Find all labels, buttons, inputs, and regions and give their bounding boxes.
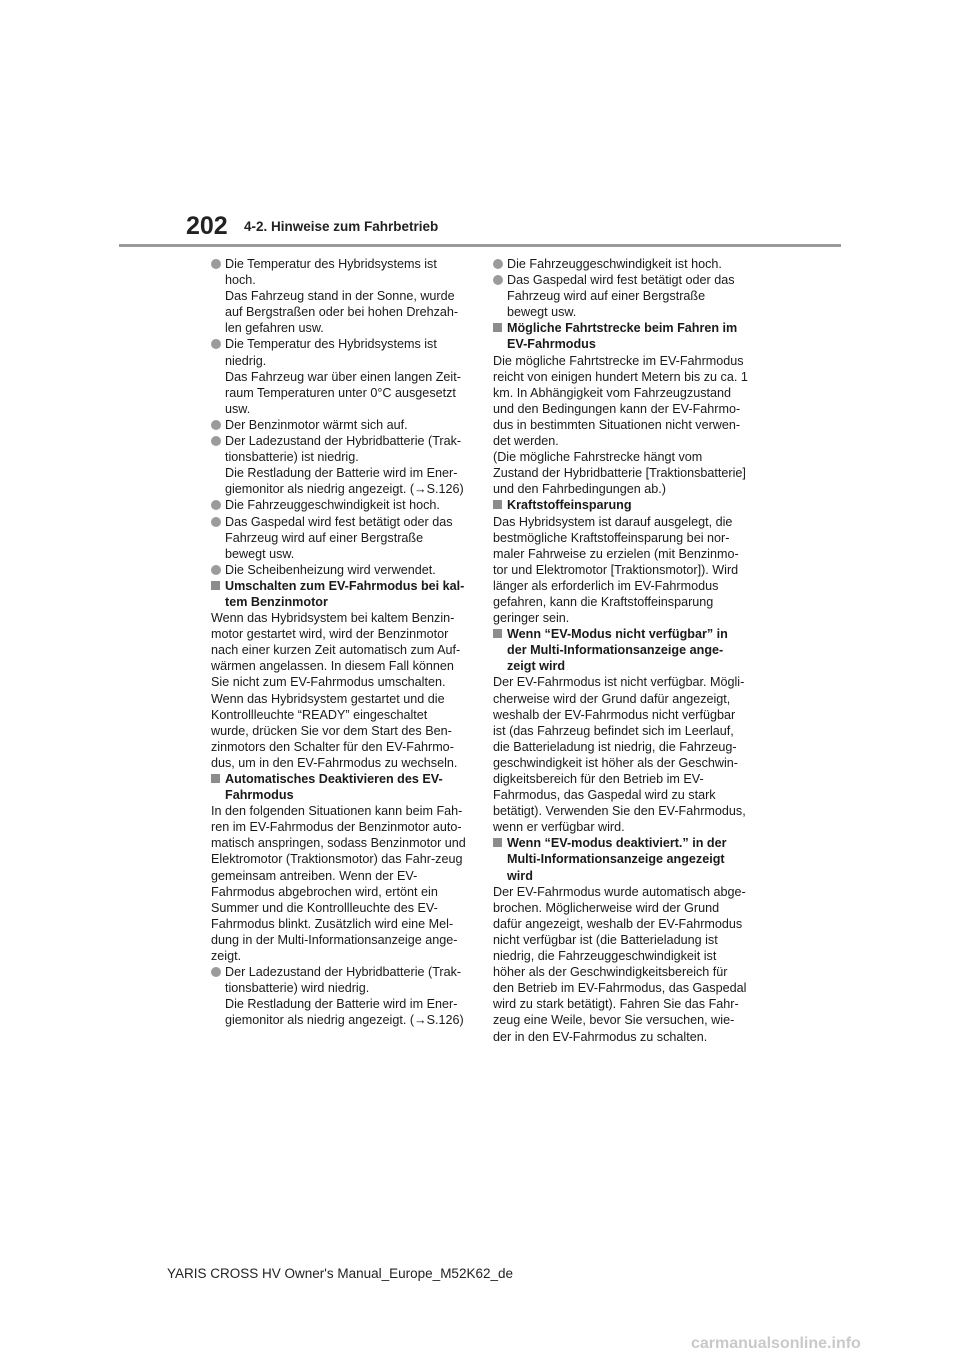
subheading: Automatisches Deaktivieren des EV-Fahrmodus <box>211 771 467 803</box>
paragraph: Der EV-Fahrmodus wurde automatisch abge-brochen. Möglicherweise wird der Grund dafür angezeigt, weshalb der EV-Fahrmodus nicht verfügbar ist (die Batterieladung ist niedrig, die Fahrzeuggeschwindigkeit ist höher als der Geschwindigkeitsbereich für den Betrieb im EV-Fahrmodus, das Gaspedal wird zu stark betätigt). Fahren Sie das Fahr-zeug eine Weile, bevor Sie versuchen, wie-der in den EV-Fahrmodus zu schalten. <box>493 884 747 1044</box>
subheading: Wenn “EV-Modus nicht verfügbar” in der Multi-Informationsanzeige ange-zeigt wird <box>493 626 749 674</box>
paragraph: Der EV-Fahrmodus ist nicht verfügbar. Mögli-cherweise wird der Grund dafür angezeigt, weshalb der EV-Fahrmodus nicht verfügbar ist (das Fahrzeug befindet sich im Leerlauf, die Batterieladung ist niedrig, die Fahrzeug-geschwindigkeit ist höher als der Geschwin-digkeitsbereich für den Betrieb im EV-Fahrmodus, das Gaspedal wird zu stark betätigt). Verwenden Sie den EV-Fahrmodus, wenn er verfügbar wird. <box>493 675 746 835</box>
subheading: Kraftstoffeinsparung <box>493 497 749 513</box>
right-column <box>493 256 749 1045</box>
paragraph: In den folgenden Situationen kann beim Fah-ren im EV-Fahrmodus der Benzinmotor auto-matisch anspringen, sodass Benzinmotor und Elektromotor (Traktionsmotor) das Fahr-zeug gemeinsam antreiben. Wenn der EV-Fahrmodus abgebrochen wird, ertönt ein Summer und die Kontrollleuchte des EV-Fahrmodus blinkt. Zusätzlich wird eine Mel-dung in der Multi-Informationsanzeige ange-zeigt. <box>211 804 466 964</box>
subheading: Wenn “EV-modus deaktiviert.” in der Multi-Informationsanzeige angezeigt wird <box>493 835 749 883</box>
bullet-item: Der Ladezustand der Hybridbatterie (Trak-tionsbatterie) wird niedrig. Die Restladung der Batterie wird im Ener-giemonitor als niedrig angezeigt. (→S.126) <box>211 964 467 1028</box>
paragraph: Wenn das Hybridsystem bei kaltem Benzin-motor gestartet wird, wird der Benzinmotor nach einer kurzen Zeit automatisch zum Auf-wärmen angelassen. In diesem Fall können Sie nicht zum EV-Fahrmodus umschalten. <box>211 611 461 690</box>
bullet-item: Das Gaspedal wird fest betätigt oder das Fahrzeug wird auf einer Bergstraße bewegt usw. <box>493 272 749 320</box>
bullet-item: Der Ladezustand der Hybridbatterie (Trak-tionsbatterie) ist niedrig. Die Restladung der Batterie wird im Ener-giemonitor als niedrig angezeigt. (→S.126) <box>211 433 467 497</box>
bullet-item: Der Benzinmotor wärmt sich auf. <box>211 417 467 433</box>
paragraph: Wenn das Hybridsystem gestartet und die Kontrollleuchte “READY” eingeschaltet wurde, drücken Sie vor dem Start des Ben-zinmotors den Schalter für den EV-Fahrmo-dus, um in den EV-Fahrmodus zu wechseln. <box>211 691 458 770</box>
bullet-item: Das Gaspedal wird fest betätigt oder das Fahrzeug wird auf einer Bergstraße bewegt usw. <box>211 514 467 562</box>
bullet-item: Die Temperatur des Hybridsystems ist hoch. Das Fahrzeug stand in der Sonne, wurde auf Bergstraßen oder bei hohen Drehzah-len gefahren usw. <box>211 256 467 336</box>
paragraph: Die mögliche Fahrtstrecke im EV-Fahrmodus reicht von einigen hundert Metern bis zu ca. 1 km. In Abhängigkeit vom Fahrzeugzustand und den Bedingungen kann der EV-Fahrmo-dus in bestimmten Situationen nicht verwen-det werden. (Die mögliche Fahrstrecke hängt vom Zustand der Hybridbatterie [Traktionsbatterie] und den Fahrbedingungen ab.) <box>493 353 748 497</box>
bullet-item: Die Fahrzeuggeschwindigkeit ist hoch. <box>493 256 749 272</box>
bullet-item: Die Scheibenheizung wird verwendet. <box>211 562 467 578</box>
section-title: 4-2. Hinweise zum Fahrbetrieb <box>244 219 439 234</box>
subheading: Mögliche Fahrtstrecke beim Fahren im EV-Fahrmodus <box>493 320 749 352</box>
manual-footer: YARIS CROSS HV Owner's Manual_Europe_M52K62_de <box>167 1266 513 1281</box>
page-number: 202 <box>186 212 228 240</box>
bullet-item: Die Temperatur des Hybridsystems ist niedrig. Das Fahrzeug war über einen langen Zeit-raum Temperaturen unter 0°C ausgesetzt usw. <box>211 336 467 416</box>
watermark: carmanualsonline.info <box>691 1335 861 1352</box>
bullet-item: Die Fahrzeuggeschwindigkeit ist hoch. <box>211 497 467 513</box>
paragraph: Das Hybridsystem ist darauf ausgelegt, die bestmögliche Kraftstoffeinsparung bei nor-maler Fahrweise zu erzielen (mit Benzinmo-tor und Elektromotor [Traktionsmotor]). Wird länger als erforderlich im EV-Fahrmodus gefahren, kann die Kraftstoffeinsparung geringer sein. <box>493 514 739 626</box>
header-rule <box>119 244 841 247</box>
left-column <box>211 256 467 1029</box>
subheading: Umschalten zum EV-Fahrmodus bei kal-tem Benzinmotor <box>211 578 467 610</box>
